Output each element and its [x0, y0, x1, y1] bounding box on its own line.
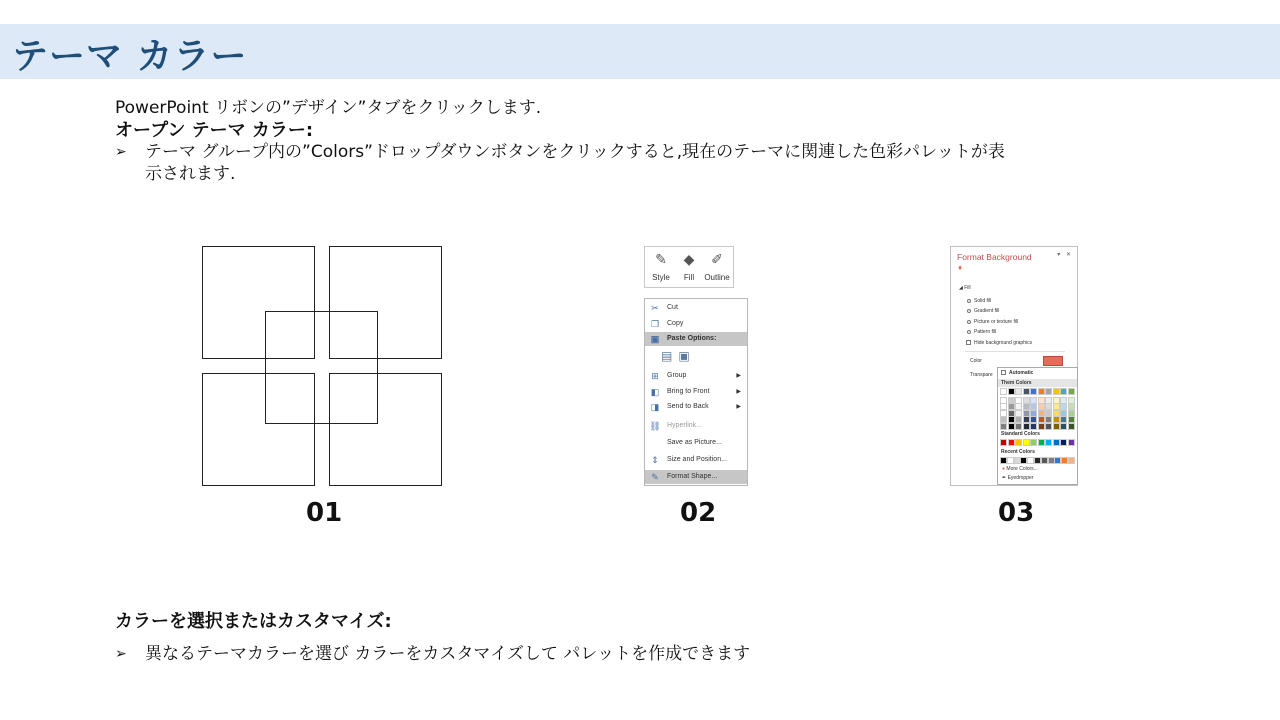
slide-title: テーマ カラー	[12, 36, 248, 77]
style-brush-icon: ✎	[655, 251, 667, 267]
theme-swatch[interactable]	[1024, 411, 1029, 416]
eyedropper-icon: ✒	[1002, 475, 1007, 481]
bring-to-front-icon: ◧	[650, 387, 660, 397]
menu-item-cut[interactable]: ✂ Cut	[645, 301, 747, 315]
theme-swatch[interactable]	[1039, 404, 1044, 409]
title-band	[0, 24, 1280, 79]
paste-option-icons[interactable]: ▤▣	[661, 349, 696, 363]
theme-swatch[interactable]	[1031, 417, 1036, 422]
menu-item-save-as-picture[interactable]: Save as Picture...	[667, 439, 722, 446]
theme-swatch[interactable]	[1001, 404, 1006, 409]
group-icon: ⊞	[651, 371, 659, 381]
theme-swatch[interactable]	[1016, 398, 1021, 403]
section2-heading: カラーを選択またはカスタマイズ:	[115, 611, 392, 632]
theme-swatch[interactable]	[1024, 404, 1029, 409]
color-label: Color	[970, 358, 982, 364]
ribbon-fill-button[interactable]: ◆ Fill	[675, 250, 703, 282]
theme-swatch[interactable]	[1061, 424, 1066, 429]
theme-swatch[interactable]	[1001, 398, 1006, 403]
section2-bullet	[115, 643, 1015, 665]
recent-swatch[interactable]	[1015, 458, 1020, 463]
section1-heading: オープン テーマ カラー:	[115, 120, 314, 141]
theme-swatch[interactable]	[1069, 398, 1074, 403]
radio-pattern-fill[interactable]: Pattern fill	[967, 329, 996, 335]
copy-icon: ❐	[650, 319, 660, 329]
standard-swatch[interactable]	[1061, 440, 1066, 445]
theme-swatch[interactable]	[1069, 404, 1074, 409]
pane-title: Format Background	[957, 252, 1032, 262]
figure-label-02: 02	[680, 498, 717, 528]
menu-item-group[interactable]: ⊞ Group ▶	[645, 369, 747, 383]
theme-swatch[interactable]	[1054, 404, 1059, 409]
theme-swatch[interactable]	[1054, 389, 1059, 394]
bullet-arrow-icon: ➢	[115, 646, 127, 662]
theme-swatch[interactable]	[1061, 398, 1066, 403]
recent-swatch[interactable]	[1001, 458, 1006, 463]
ribbon-outline-button[interactable]: ✐ Outline	[704, 251, 730, 282]
palette-standard-colors-header: Standard Colors	[1001, 431, 1040, 437]
fill-section-toggle[interactable]: ◢ Fill	[959, 285, 971, 291]
theme-swatch[interactable]	[1024, 424, 1029, 429]
standard-swatch[interactable]	[1069, 440, 1074, 445]
theme-swatch[interactable]	[1069, 417, 1074, 422]
theme-swatch[interactable]	[1054, 411, 1059, 416]
format-background-pane	[950, 246, 1078, 486]
submenu-arrow-icon: ▶	[736, 373, 741, 379]
shape-format-ribbon	[644, 246, 734, 288]
bullet-arrow-icon: ➢	[115, 144, 127, 160]
theme-swatch[interactable]	[1046, 417, 1051, 422]
palette-more-colors[interactable]: ● More Colors...	[1002, 466, 1038, 472]
submenu-arrow-icon: ▶	[736, 389, 741, 395]
recent-swatch[interactable]	[1062, 458, 1067, 463]
theme-swatch[interactable]	[1039, 424, 1044, 429]
theme-swatch[interactable]	[1069, 411, 1074, 416]
theme-swatch[interactable]	[1024, 389, 1029, 394]
standard-swatch[interactable]	[1046, 440, 1051, 445]
theme-swatch[interactable]	[1009, 424, 1014, 429]
theme-swatch[interactable]	[1009, 389, 1014, 394]
theme-swatch[interactable]	[1031, 411, 1036, 416]
theme-swatch[interactable]	[1031, 404, 1036, 409]
theme-swatch[interactable]	[1054, 424, 1059, 429]
theme-swatch[interactable]	[1024, 398, 1029, 403]
transparency-label: Transpare	[970, 372, 993, 378]
theme-swatch[interactable]	[1054, 417, 1059, 422]
theme-swatch[interactable]	[1031, 398, 1036, 403]
color-wheel-icon: ●	[1002, 466, 1006, 472]
standard-swatch[interactable]	[1024, 440, 1029, 445]
palette-recent-colors-header: Recent Colors	[1001, 449, 1035, 455]
theme-swatch[interactable]	[1016, 424, 1021, 429]
bullet-line-2: 示されます.	[145, 164, 236, 184]
menu-item-format-shape[interactable]: ✎ Format Shape...	[645, 470, 747, 484]
palette-eyedropper[interactable]: ✒ Eyedropper	[1002, 475, 1034, 481]
theme-swatch[interactable]	[1069, 424, 1074, 429]
pane-close-icon[interactable]: ▾ ✕	[1057, 252, 1073, 258]
standard-swatch[interactable]	[1001, 440, 1006, 445]
theme-swatch[interactable]	[1016, 411, 1021, 416]
context-menu	[644, 298, 748, 486]
recent-swatch[interactable]	[1042, 458, 1047, 463]
recent-swatch[interactable]	[1069, 458, 1074, 463]
radio-picture-fill[interactable]: Picture or texture fill	[967, 319, 1018, 325]
intro-text: PowerPoint リボンの”デザイン”タブをクリックします.	[115, 98, 542, 118]
menu-item-copy[interactable]: ❐ Copy	[650, 319, 684, 329]
paste-icon: ▣	[650, 334, 660, 344]
recent-swatch[interactable]	[1021, 458, 1026, 463]
standard-swatch[interactable]	[1031, 440, 1036, 445]
theme-swatch[interactable]	[1046, 398, 1051, 403]
theme-swatch[interactable]	[1061, 404, 1066, 409]
figure-label-01: 01	[306, 498, 343, 528]
recent-swatch[interactable]	[1028, 458, 1033, 463]
radio-solid-fill[interactable]: Solid fill	[967, 298, 991, 304]
recent-swatch[interactable]	[1008, 458, 1013, 463]
menu-item-bring-to-front[interactable]: ◧ Bring to Front ▶	[650, 387, 741, 397]
bullet-line-1: テーマ グループ内の”Colors”ドロップダウンボタンをクリックすると,現在のテーマに関連した色彩パレットが表	[145, 142, 1005, 162]
figure-label-03: 03	[998, 498, 1035, 528]
theme-swatch[interactable]	[1016, 389, 1021, 394]
recent-swatch[interactable]	[1055, 458, 1060, 463]
fill-bucket-icon[interactable]: ♦	[958, 263, 963, 272]
checkbox-hide-graphics[interactable]: Hide background graphics	[966, 340, 1032, 346]
theme-swatch[interactable]	[1001, 389, 1006, 394]
standard-swatch[interactable]	[1039, 440, 1044, 445]
theme-swatch[interactable]	[1046, 404, 1051, 409]
theme-swatch[interactable]	[1001, 424, 1006, 429]
theme-swatch[interactable]	[1009, 417, 1014, 422]
recent-swatch[interactable]	[1049, 458, 1054, 463]
theme-swatch[interactable]	[1061, 417, 1066, 422]
theme-swatch[interactable]	[1016, 404, 1021, 409]
menu-header-paste-options: ▣ Paste Options:	[645, 332, 747, 346]
recent-swatch[interactable]	[1035, 458, 1040, 463]
theme-swatch[interactable]	[1039, 411, 1044, 416]
submenu-arrow-icon: ▶	[736, 404, 741, 410]
scissors-icon: ✂	[651, 303, 659, 313]
theme-swatch[interactable]	[1031, 389, 1036, 394]
theme-swatch[interactable]	[1016, 417, 1021, 422]
format-shape-icon: ✎	[651, 472, 659, 482]
theme-swatch[interactable]	[1046, 424, 1051, 429]
theme-swatch[interactable]	[1061, 389, 1066, 394]
menu-item-size-and-position[interactable]: ⇕ Size and Position...	[645, 453, 747, 467]
square-center	[265, 311, 378, 424]
radio-gradient-fill[interactable]: Gradient fill	[967, 308, 999, 314]
theme-swatch[interactable]	[1001, 417, 1006, 422]
color-palette-dropdown	[997, 367, 1078, 485]
theme-swatch[interactable]	[1046, 411, 1051, 416]
menu-item-hyperlink[interactable]: ⛓ Hyperlink...	[649, 421, 703, 431]
send-to-back-icon: ◨	[650, 402, 660, 412]
theme-swatch[interactable]	[1009, 404, 1014, 409]
section2-bullet-text: 異なるテーマカラーを選び カラーをカスタマイズして パレットを作成できます	[145, 644, 751, 664]
theme-swatch[interactable]	[1061, 411, 1066, 416]
outline-pen-icon: ✐	[711, 251, 723, 267]
theme-swatch[interactable]	[1039, 389, 1044, 394]
standard-swatch[interactable]	[1054, 440, 1059, 445]
palette-automatic[interactable]: Automatic	[998, 369, 1077, 377]
hyperlink-icon: ⛓	[649, 421, 661, 431]
theme-swatch[interactable]	[1039, 398, 1044, 403]
theme-swatch[interactable]	[1001, 411, 1006, 416]
theme-swatch[interactable]	[1009, 411, 1014, 416]
section1-bullet	[115, 141, 1095, 185]
standard-swatch[interactable]	[1009, 440, 1014, 445]
size-position-icon: ⇕	[651, 455, 659, 465]
theme-swatch[interactable]	[1069, 389, 1074, 394]
theme-swatch[interactable]	[1009, 398, 1014, 403]
color-picker-button[interactable]	[1043, 356, 1063, 366]
theme-swatch[interactable]	[1054, 398, 1059, 403]
standard-swatch[interactable]	[1016, 440, 1021, 445]
fill-bucket-icon: ◆	[683, 251, 695, 267]
ribbon-style-button[interactable]: ✎ Style	[647, 250, 675, 282]
palette-theme-colors-header: Them Colors	[998, 379, 1077, 387]
theme-swatch[interactable]	[1039, 417, 1044, 422]
theme-swatch[interactable]	[1024, 417, 1029, 422]
theme-swatch[interactable]	[1046, 389, 1051, 394]
theme-swatch[interactable]	[1031, 424, 1036, 429]
menu-item-send-to-back[interactable]: ◨ Send to Back ▶	[650, 402, 741, 412]
